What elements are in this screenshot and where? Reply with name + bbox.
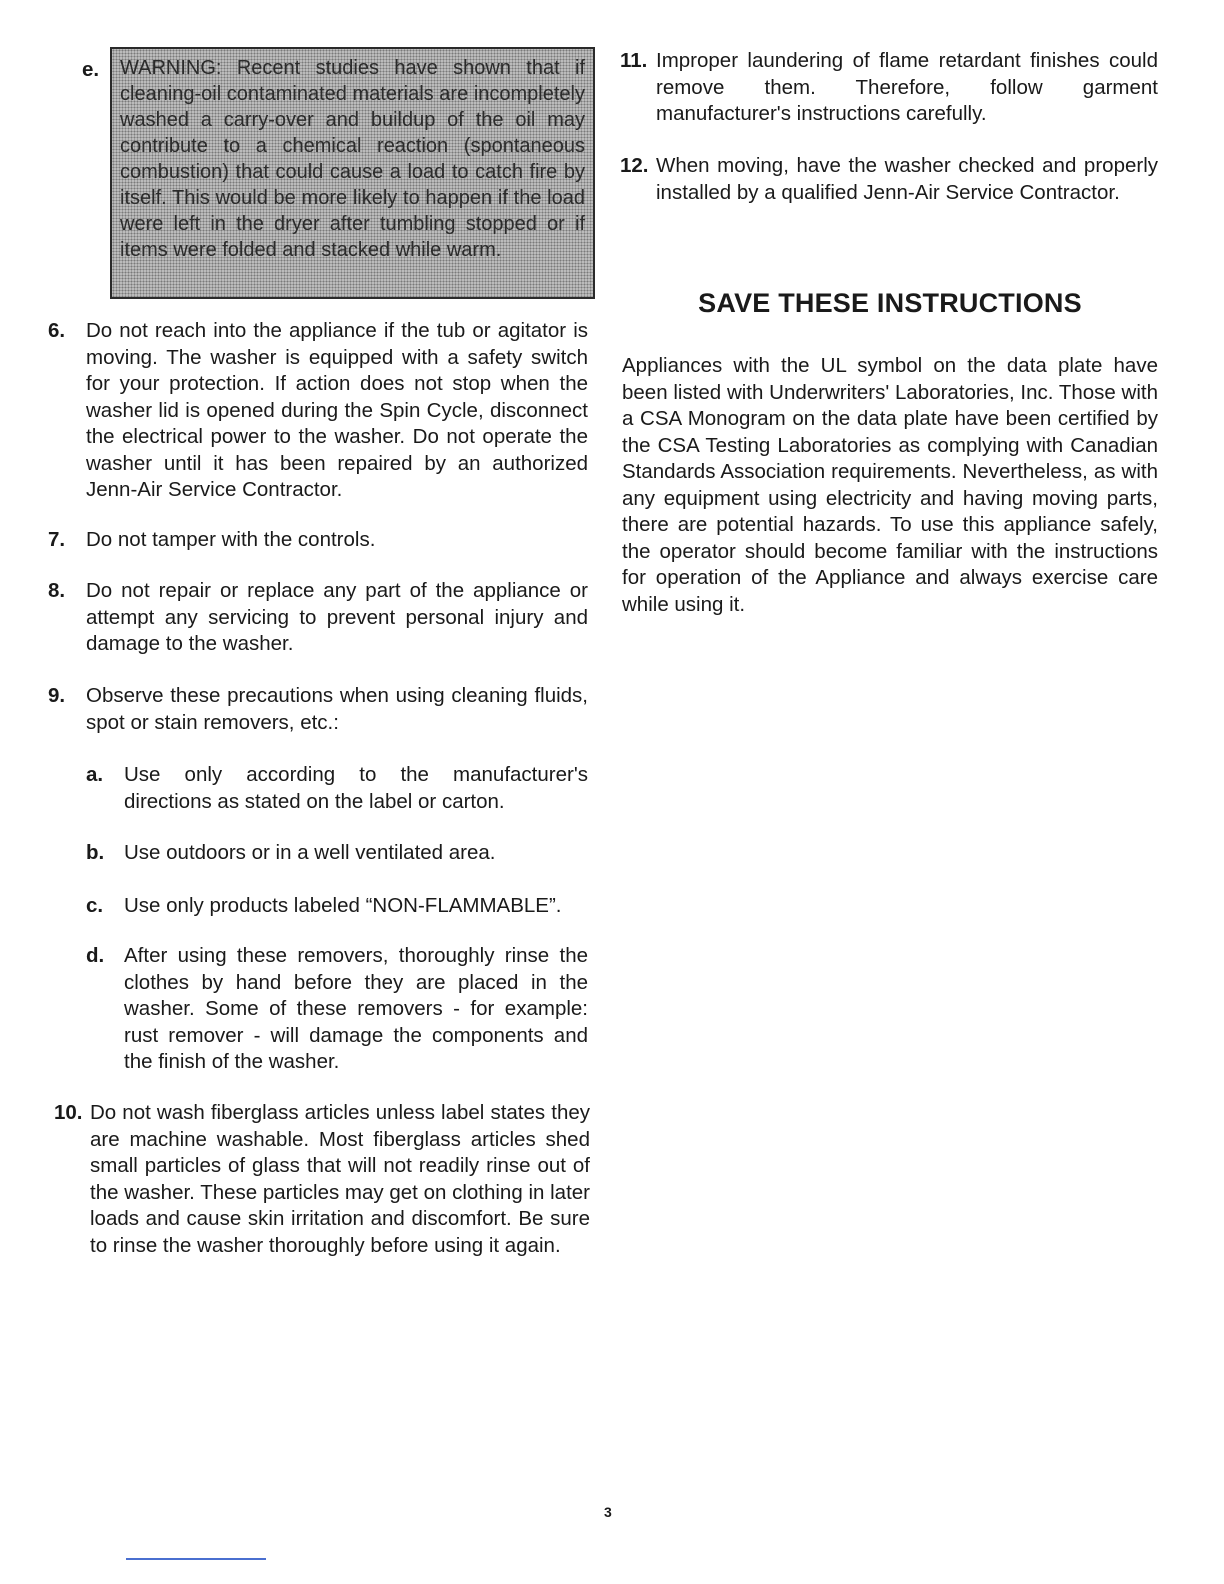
list-item-number: 11. [620,49,648,72]
list-item-text: Do not tamper with the controls. [86,528,376,551]
footer-rule [126,1558,266,1560]
sub-item-text: Use outdoors or in a well ventilated area. [124,841,496,864]
list-item-6 [48,318,588,504]
sub-item-text: After using these removers, thoroughly rinse the clothes by hand before they are placed in the washer. Some of these removers - for example: rust remover - will damage the components and the finish of the washer. [124,944,588,1073]
sub-item-a [86,762,588,815]
sub-item-b [86,840,588,867]
list-item-10 [54,1100,590,1259]
list-item-number: 9. [48,684,66,707]
section-heading: SAVE THESE INSTRUCTIONS [698,288,1082,318]
list-item-text: Improper laundering of flame retardant finishes could remove them. Therefore, follow garment manufacturer's instructions carefully. [656,49,1158,125]
sub-item-letter: d. [86,944,105,967]
sub-item-c [86,893,596,920]
list-item-number: 7. [48,528,66,551]
list-item-text: Do not reach into the appliance if the tub or agitator is moving. The washer is equipped with a safety switch for your protection. If action does not stop when the washer lid is opened during the Spin Cycle, disconnect the electrical power to the washer. Do not operate the washer until it has been repaired by an authorized Jenn-Air Service Contractor. [86,319,588,501]
list-item-8 [48,578,588,658]
list-item-number: 10. [54,1101,83,1124]
sub-item-d [86,943,588,1076]
list-item-9 [48,683,588,736]
list-item-12 [620,153,1158,206]
sub-item-letter: a. [86,763,104,786]
warning-text: WARNING: Recent studies have shown that if cleaning-oil contaminated materials are incompletely washed a carry-over and buildup of the oil may contribute to a chemical reaction (spontaneous combustion) that could cause a load to catch fire by itself. This would be more likely to happen if the load were left in the dryer after tumbling stopped or if items were folded and stacked while warm. [120,57,585,261]
page-number: 3 [604,1504,612,1520]
sub-item-text: Use only products labeled “NON-FLAMMABLE”. [124,894,562,917]
list-item-11 [620,48,1158,128]
list-item-7 [48,527,588,554]
sub-item-letter: c. [86,894,104,917]
sub-item-letter: b. [86,841,105,864]
paragraph-text: Appliances with the UL symbol on the data plate have been listed with Underwriters' Laboratories, Inc. Those with a CSA Monogram on the data plate have been certified by the CSA Testing Laboratories as complying with Canadian Standards Association requirements. Nevertheless, as with any equipment using electricity and having moving parts, there are potential hazards. To use this appliance safely, the operator should become familiar with the instructions for operation of the Appliance and always exercise care while using it. [622,354,1158,616]
ul-csa-paragraph [622,353,1158,618]
list-item-text: Observe these precautions when using cleaning fluids, spot or stain removers, etc.: [86,684,588,734]
warning-box [110,47,595,299]
list-item-number: 8. [48,579,66,602]
warning-letter: e. [82,58,100,81]
list-item-number: 12. [620,154,649,177]
list-item-number: 6. [48,319,66,342]
sub-item-text: Use only according to the manufacturer's directions as stated on the label or carton. [124,763,588,813]
list-item-text: When moving, have the washer checked and properly installed by a qualified Jenn-Air Service Contractor. [656,154,1158,204]
list-item-text: Do not wash fiberglass articles unless label states they are machine washable. Most fiberglass articles shed small particles of glass that will not readily rinse out of the washer. These particles may get on clothing in later loads and cause skin irritation and discomfort. Be sure to rinse the washer thoroughly before using it again. [90,1101,590,1257]
list-item-text: Do not repair or replace any part of the appliance or attempt any servicing to prevent personal injury and damage to the washer. [86,579,588,655]
